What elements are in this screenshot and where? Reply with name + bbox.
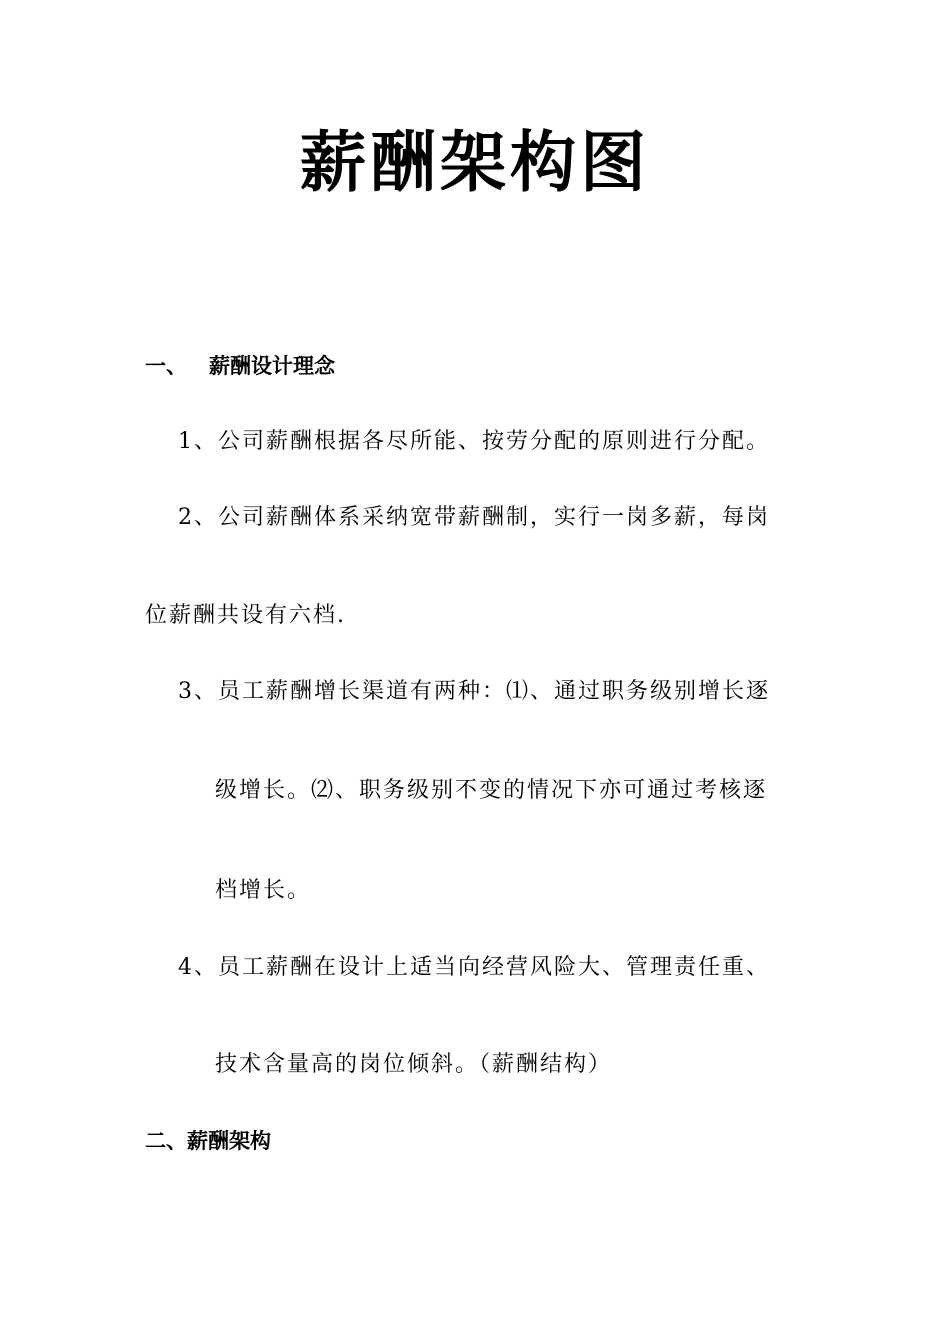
page-title: 薪酬架构图 — [300, 123, 650, 201]
paragraph-line: 2、公司薪酬体系采纳宽带薪酬制，实行一岗多薪，每岗 — [178, 505, 770, 530]
paragraph-line: 位薪酬共设有六档. — [145, 603, 346, 628]
paragraph-line: 级增长。⑵、职务级别不变的情况下亦可通过考核逐 — [215, 778, 768, 803]
paragraph-line: 技术含量高的岗位倾斜。（薪酬结构） — [215, 1052, 613, 1077]
paragraph-line: 4、员工薪酬在设计上适当向经营风险大、管理责任重、 — [178, 955, 770, 980]
section-heading-1 — [145, 352, 335, 380]
paragraph-line: 3、员工薪酬增长渠道有两种：⑴、通过职务级别增长逐 — [178, 679, 770, 704]
section-title: 薪酬设计理念 — [209, 354, 335, 378]
section-heading-2: 二、薪酬架构 — [145, 1129, 271, 1153]
paragraph-line: 1、公司薪酬根据各尽所能、按劳分配的原则进行分配。 — [178, 429, 770, 454]
paragraph-line: 档增长。 — [215, 878, 312, 903]
section-number: 一、 — [145, 354, 187, 378]
